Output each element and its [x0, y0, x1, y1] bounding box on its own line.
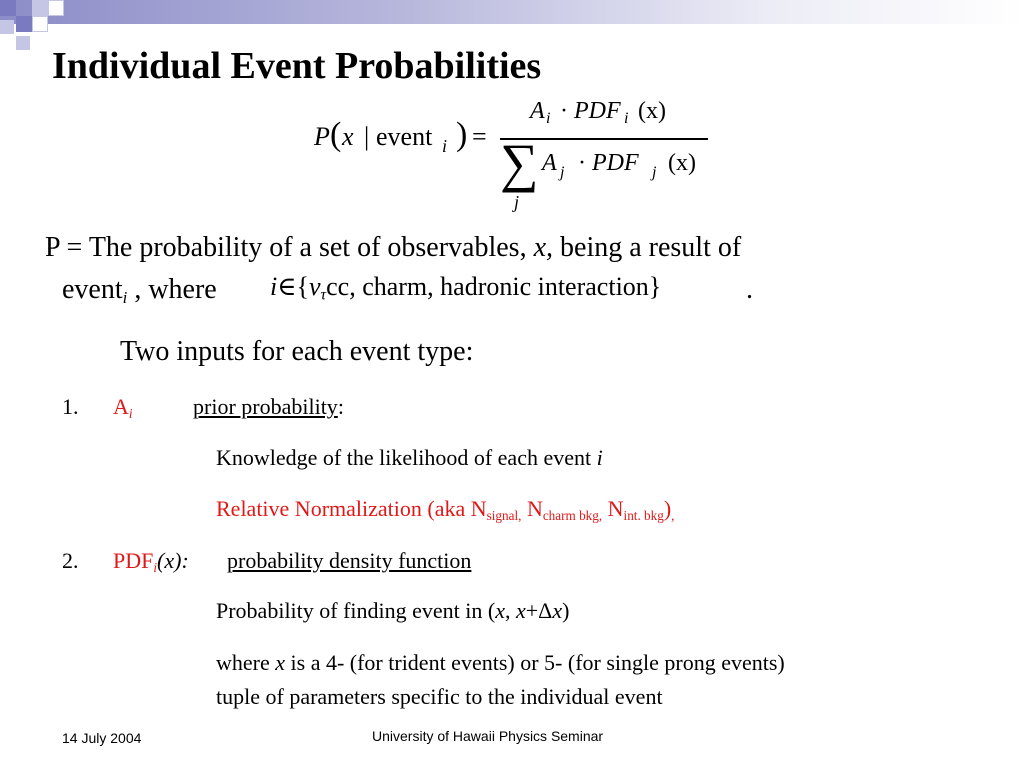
item2-desc1-x: x: [495, 598, 505, 623]
formula-lhs-x: x: [342, 122, 354, 151]
item1-desc1-i: i: [596, 445, 603, 470]
formula-open-paren: (: [330, 116, 342, 153]
item2-desc1-plus-delta: +Δ: [525, 598, 553, 623]
rel-norm-trail: ,: [671, 507, 675, 523]
item2-desc2-x: x: [275, 650, 286, 675]
item1-A: [113, 394, 133, 422]
item2-desc2: [216, 650, 785, 676]
formula-num-A: A: [530, 98, 545, 124]
header-square-2: [16, 16, 32, 32]
set-i: i: [270, 272, 278, 301]
prior-probability-term: prior probability: [193, 394, 338, 419]
item1-desc1: [216, 445, 603, 471]
item1-A-letter: A: [113, 394, 129, 419]
footer-center: University of Hawaii Physics Seminar: [372, 728, 604, 744]
n-charm-sub: charm bkg,: [542, 507, 603, 523]
header-square-3: [32, 0, 48, 16]
p-definition-line2: [62, 274, 217, 308]
set-nu: ν: [308, 272, 321, 301]
formula-num-dot: ·: [560, 98, 568, 124]
item2-term: [227, 548, 471, 574]
header-square-5: [32, 16, 48, 32]
footer-date: 14 July 2004: [62, 730, 142, 746]
p-definition-line1: [45, 232, 741, 264]
item2-desc3: tuple of parameters specific to the individual event: [216, 684, 663, 709]
set-tau: τ: [320, 286, 327, 304]
formula-equals: =: [472, 122, 487, 151]
item2-pdf-sub: i: [153, 559, 158, 575]
item2-desc1-x2: x: [516, 598, 526, 623]
n-int: N: [602, 496, 624, 521]
formula-den-PDF: PDF: [592, 150, 639, 176]
item1-term: [193, 394, 344, 420]
p-def-event: event: [62, 274, 123, 305]
rel-norm-text: Relative Normalization (aka N: [216, 496, 487, 521]
item1-colon: :: [337, 394, 344, 419]
formula-num-PDF: PDF: [574, 98, 621, 124]
p-def-where: , where: [127, 274, 217, 305]
item1-number: 1.: [62, 394, 79, 419]
formula-den-sub-j: j: [560, 164, 565, 181]
rel-norm-close: ): [663, 496, 672, 521]
item2-desc1-text: Probability of finding event in (: [216, 598, 496, 623]
formula-num-sub-i: i: [546, 110, 551, 127]
formula-P: P: [314, 122, 330, 151]
item1-desc1-text: Knowledge of the likelihood of each event: [216, 445, 597, 470]
p-def-x: x,: [533, 232, 554, 263]
page-title: Individual Event Probabilities: [52, 45, 542, 87]
p-def-event-sub: i: [122, 288, 128, 308]
formula-sum-sign: ∑: [500, 133, 539, 193]
item2-pdf: [113, 548, 189, 576]
set-rest: cc, charm, hadronic interaction}: [326, 272, 662, 301]
item2-desc1-comma: ,: [505, 598, 516, 623]
pdf-term: probability density function: [227, 548, 472, 573]
formula-lhs-event: event: [376, 122, 433, 151]
formula-lhs-sub: i: [442, 136, 448, 156]
formula-den-pdf-sub: j: [652, 164, 657, 181]
formula-num-arg: (x): [638, 98, 666, 124]
n-charm: N: [521, 496, 543, 521]
formula-den-arg: (x): [668, 150, 696, 176]
item2-desc1-close: ): [562, 598, 570, 623]
item2-desc2-where: where: [216, 650, 276, 675]
item1-desc2: [216, 496, 674, 524]
two-inputs-heading: Two inputs for each event type:: [120, 336, 474, 367]
n-int-sub: int. bkg: [623, 507, 664, 523]
item2-desc1-x3: x: [552, 598, 563, 623]
header-gradient-bar: [0, 0, 1024, 24]
p-definition-period: .: [746, 274, 753, 305]
formula-sum-index: j: [514, 192, 520, 212]
item2-desc2-rest: is a 4- (for trident events) or 5- (for single prong events): [285, 650, 785, 675]
p-def-prefix: P = The probability of a set of observables,: [45, 232, 534, 263]
formula-num-pdf-sub: i: [624, 110, 629, 127]
item2-desc1: [216, 598, 569, 624]
formula-den-A: A: [542, 150, 557, 176]
header-square-4: [48, 0, 64, 16]
probability-formula: [312, 96, 732, 226]
item2-pdf-label: PDF: [113, 548, 154, 573]
event-type-set: [270, 272, 661, 305]
p-def-suffix: being a result of: [553, 232, 742, 263]
header-square-6: [16, 36, 30, 50]
formula-lhs-bar: |: [364, 122, 370, 151]
n-signal-sub: signal,: [486, 507, 522, 523]
set-in: ∈{: [277, 272, 309, 301]
header-square-7: [0, 20, 14, 34]
item2-pdf-arg: (x):: [157, 548, 189, 573]
formula-close-paren: ): [456, 116, 468, 153]
item2-number: 2.: [62, 548, 79, 573]
formula-den-dot: ·: [578, 150, 586, 176]
header-square-1: [0, 0, 16, 16]
item1-A-sub: i: [128, 405, 133, 421]
